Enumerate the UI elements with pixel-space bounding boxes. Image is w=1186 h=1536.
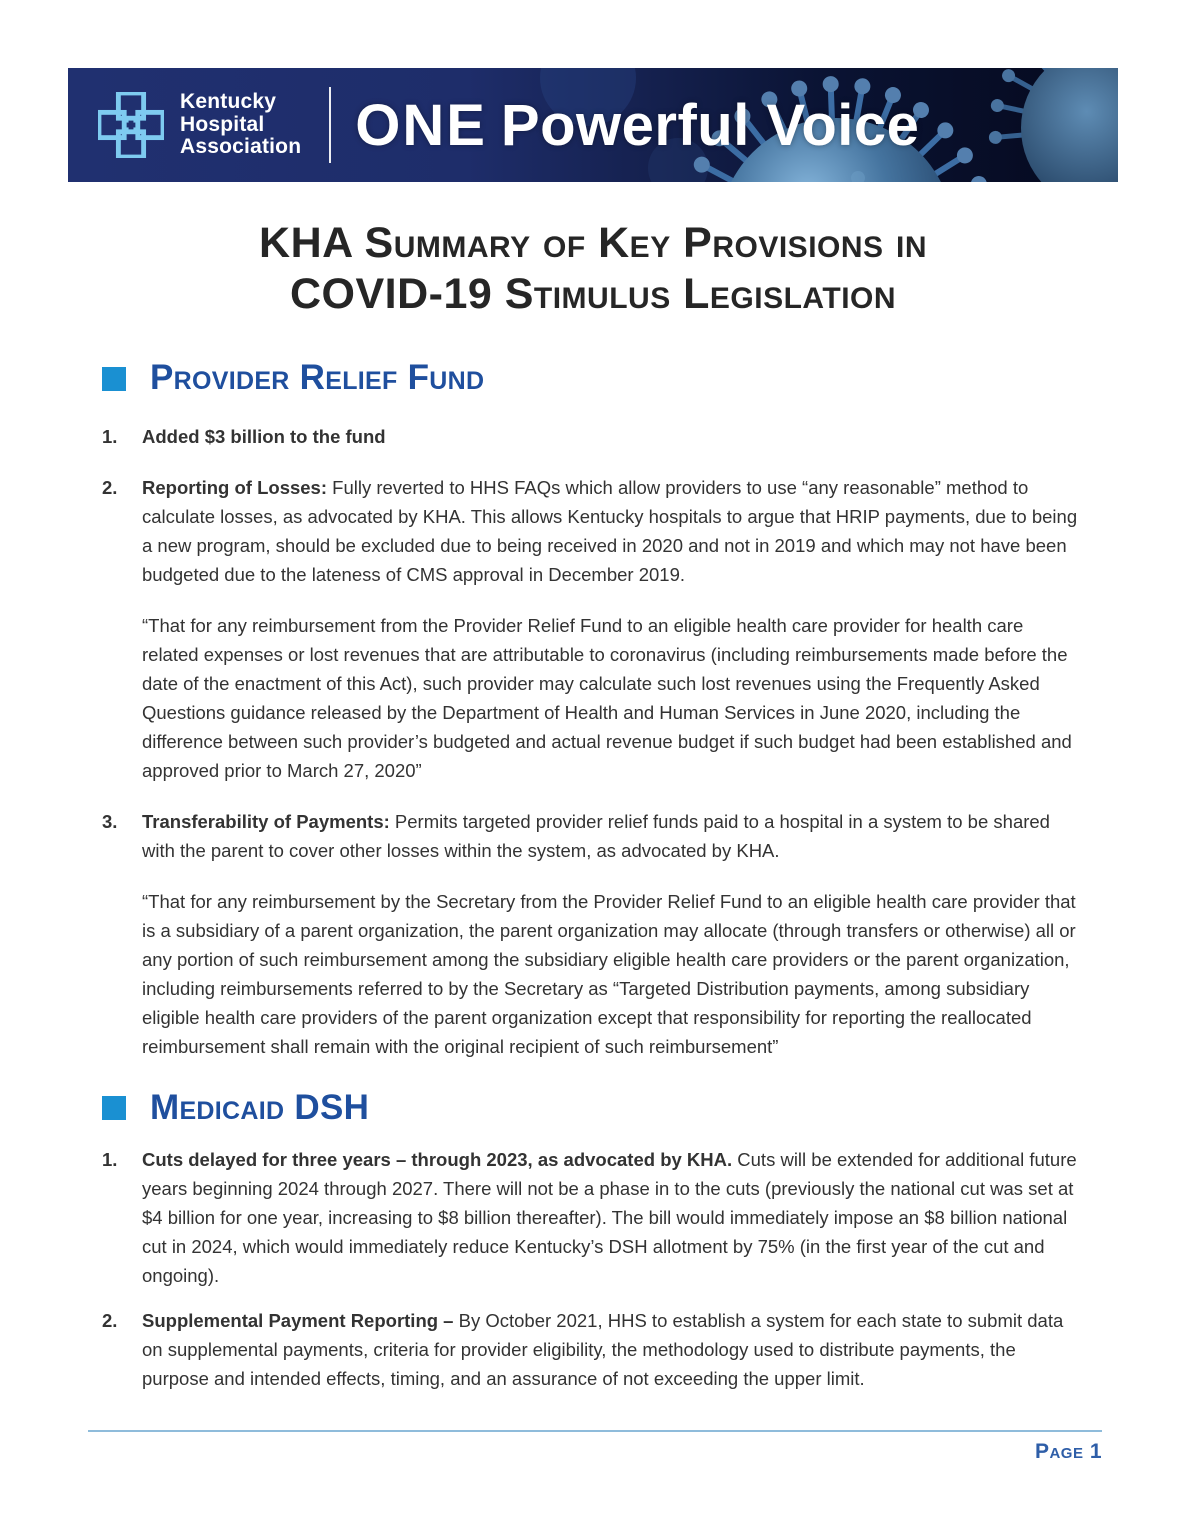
org-name-line2: Hospital [180, 112, 265, 136]
page-title-line2: COVID-19 Stimulus Legislation [289, 269, 897, 318]
quote-paragraph: “That for any reimbursement by the Secretary from the Provider Relief Fund to an eligible health care provider that is a subsidiary of a parent organization, the parent organization may allocate (through transfers or otherwise) all or any portion of such reimbursement among the subsidiary eligible health care providers or the parent organization, including reimbursements referred to by the Secretary as “Targeted Distribution payments, among subsidiary eligible health care providers of the parent organization except that responsibility for reporting the reallocated reimbursement shall remain with the original recipient of such reimbursement” [142, 890, 1076, 1057]
item-text: Fully reverted to HHS FAQs which allow providers to use “any reasonable” method to calculate losses, as advocated by KHA. This allows Kentucky hospitals to argue that HRIP payments, due to being a new program, should be excluded due to being received in 2020 and not in 2019 and which may not have been budgeted due to the lateness of CMS approval in December 2019. [142, 476, 1078, 585]
list-item [102, 1145, 1084, 1290]
org-name [180, 91, 301, 159]
document-body [102, 359, 1084, 1393]
item-bold-lead: Cuts delayed for three years – through 2023, as advocated by KHA. [142, 1149, 733, 1171]
item-number: 1. [102, 425, 118, 447]
item-bold-lead: Reporting of Losses: [142, 476, 328, 498]
org-name-line1: Kentucky [180, 89, 277, 113]
section-heading-medicaid-dsh [102, 1089, 1084, 1128]
page-title-line1: KHA Summary of Key Provisions in [259, 219, 927, 267]
page-footer [88, 1430, 1102, 1464]
banner-slogan [355, 92, 919, 159]
page-title [0, 218, 1186, 319]
item-bold-lead: Supplemental Payment Reporting – [142, 1310, 454, 1332]
org-name-line3: Association [180, 135, 302, 159]
square-bullet-icon [102, 367, 126, 391]
item-number: 3. [102, 810, 118, 832]
item-text: Cuts will be extended for additional future years beginning 2024 through 2027. There will not be a phase in to the cuts (previously the national cut was set at $4 billion for one year, increasing to $8 billion thereafter). The bill would immediately impose an $8 billion national cut in 2024, which would immediately reduce Kentucky’s DSH allotment by 75% (in the first year of the cut and ongoing). [142, 1149, 1077, 1287]
item-number: 2. [102, 1310, 118, 1332]
list-item [102, 807, 1084, 865]
item-text: Permits targeted provider relief funds paid to a hospital in a system to be shared with the parent to cover other losses within the system, as advocated by KHA. [142, 810, 1050, 861]
quote-paragraph: “That for any reimbursement from the Provider Relief Fund to an eligible health care provider for health care related expenses or lost revenues that are attributable to coronavirus (including reimbursements made before the date of the enactment of this Act), such provider may calculate such lost revenues using the Frequently Asked Questions guidance released by the Department of Health and Human Services in June 2020, including the difference between such provider’s budgeted and actual revenue budget if such budget had been established and approved prior to March 27, 2020” [142, 614, 1072, 781]
kha-logo-icon [98, 92, 164, 158]
slogan-one: ONE [355, 92, 487, 158]
header-banner [68, 68, 1118, 182]
list-item [102, 1306, 1084, 1393]
item-number: 2. [102, 476, 118, 498]
section-heading-provider-relief-fund [102, 359, 1084, 398]
section-heading-label: Provider Relief Fund [150, 358, 485, 398]
section-heading-label: Medicaid DSH [150, 1087, 370, 1127]
item-text: By October 2021, HHS to establish a system for each state to submit data on supplemental payments, criteria for provider eligibility, the methodology used to distribute payments, the purpose and intended effects, timing, and an assurance of not exceeding the upper limit. [142, 1310, 1064, 1390]
list-item [102, 473, 1084, 589]
item-bold-lead: Transferability of Payments: [142, 810, 390, 832]
page-number-label: Page 1 [1034, 1440, 1102, 1463]
list-item [102, 422, 1084, 451]
section-medicaid-dsh [102, 1089, 1084, 1394]
item-bold-lead: Added $3 billion to the fund [142, 425, 386, 447]
banner-divider [329, 87, 331, 163]
slogan-rest: Powerful Voice [500, 92, 920, 158]
item-number: 1. [102, 1149, 118, 1171]
square-bullet-icon [102, 1096, 126, 1120]
